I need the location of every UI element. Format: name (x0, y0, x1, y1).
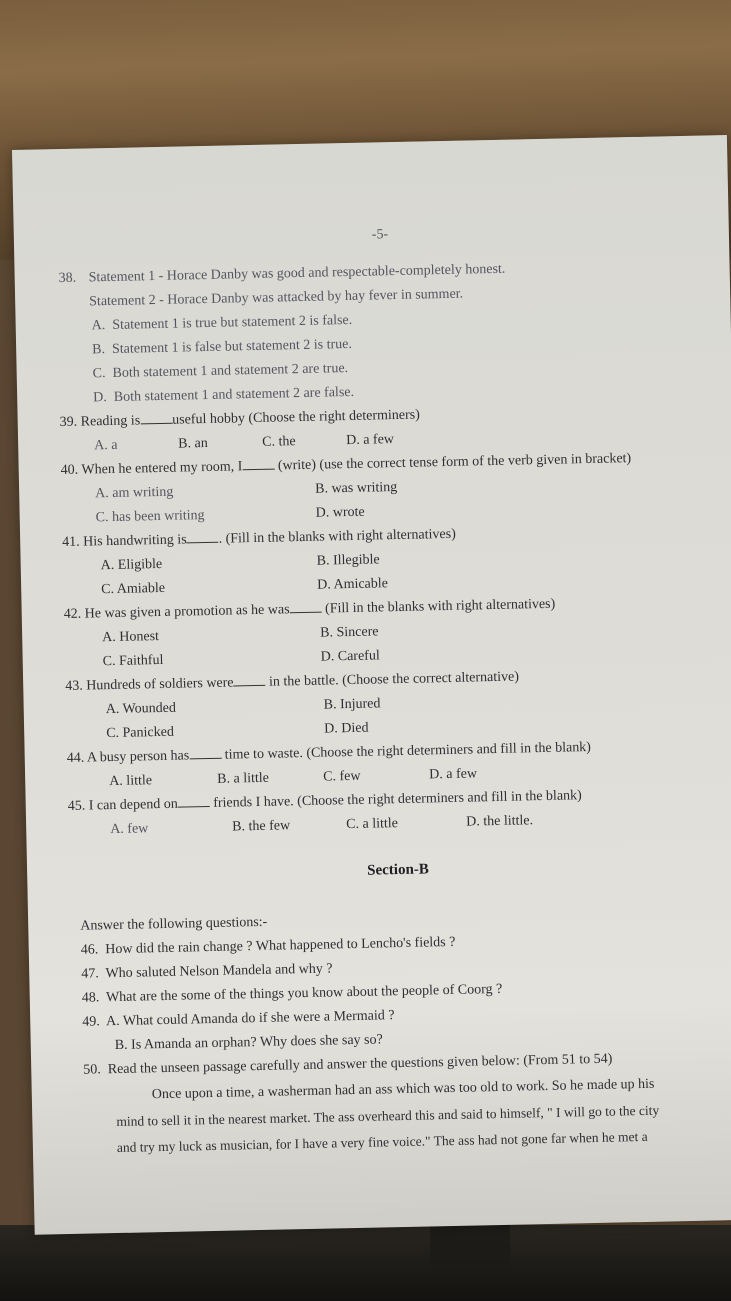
answer-blank (233, 675, 265, 687)
q48: 48. What are the some of the things you know about the people of Coorg ? (81, 981, 503, 1006)
q38-option-c: C. Both statement 1 and statement 2 are true. (92, 361, 349, 382)
q45-question: 45. I can depend on friends I have. (Choose the right determiners and fill in the blank) (67, 788, 582, 814)
q38-option-a: A. Statement 1 is true but statement 2 is false. (91, 312, 353, 334)
q47: 47. Who saluted Nelson Mandela and why ? (81, 961, 333, 982)
answer-blank (187, 532, 219, 544)
q44-option-b: B. a little (217, 770, 270, 787)
q41-option-c: C. Amiable (101, 580, 166, 598)
q40-question: 40. When he entered my room, I (write) (use the correct tense form of the verb given in bracket) (60, 451, 632, 479)
q41-option-b: B. Illegible (316, 552, 380, 569)
answer-blank (189, 748, 221, 760)
q42-question: 42. He was given a promotion as he was (Fill in the blanks with right alternatives) (63, 596, 556, 623)
q39-option-b: B. an (178, 435, 208, 452)
q43-option-a: A. Wounded (105, 700, 177, 718)
answer-blank (289, 602, 321, 614)
page-number: -5- (371, 227, 389, 243)
q38-statement-2: Statement 2 - Horace Danby was attacked by hay fever in summer. (89, 286, 464, 310)
answer-blank (242, 459, 274, 471)
q41-option-a: A. Eligible (100, 556, 163, 574)
q38-number: 38. (58, 270, 77, 287)
q43-question: 43. Hundreds of soldiers were in the battle. (Choose the correct alternative) (65, 669, 520, 695)
q46: 46. How did the rain change ? What happened to Lencho's fields ? (80, 934, 456, 958)
passage-line-3: and try my luck as musician, for I have a very fine voice." The ass had not gone far when he met a (116, 1128, 648, 1156)
q44-option-a: A. little (109, 773, 153, 790)
q41-question: 41. His handwriting is . (Fill in the blanks with right alternatives) (62, 526, 456, 551)
q42-option-b: B. Sincere (320, 624, 379, 641)
section-b-heading: Section-B (367, 861, 429, 879)
section-b-instruction: Answer the following questions:- (80, 914, 268, 934)
answer-blank (140, 413, 172, 425)
answer-blank (178, 796, 210, 808)
q38-option-b: B. Statement 1 is false but statement 2 is true. (92, 336, 353, 358)
q42-option-a: A. Honest (102, 629, 160, 646)
q40-option-d: D. wrote (315, 504, 365, 521)
q45-option-b: B. the few (232, 818, 291, 835)
q39-option-d: D. a few (346, 432, 395, 449)
q49-b: B. Is Amanda an orphan? Why does she say so? (114, 1032, 383, 1054)
q44-option-c: C. few (323, 768, 361, 785)
passage-line-2: mind to sell it in the nearest market. The ass overheard this and said to himself, " I will go to the city (116, 1102, 660, 1130)
q40-option-a: A. am writing (95, 484, 174, 502)
q45-option-d: D. the little. (466, 813, 534, 830)
q41-option-d: D. Amicable (317, 576, 389, 593)
q39-question: 39. Reading is useful hobby (Choose the right determiners) (59, 407, 420, 431)
q38-option-d: D. Both statement 1 and statement 2 are false. (93, 384, 355, 406)
q43-option-d: D. Died (324, 720, 369, 737)
q45-option-a: A. few (110, 821, 149, 838)
q43-option-b: B. Injured (323, 696, 381, 713)
q39-option-c: C. the (262, 434, 296, 450)
q44-option-d: D. a few (429, 766, 478, 783)
q40-option-c: C. has been writing (95, 508, 205, 526)
q38-statement-1: Statement 1 - Horace Danby was good and respectable-completely honest. (88, 261, 506, 286)
q50: 50. Read the unseen passage carefully and answer the questions given below: (From 51 to 54) (83, 1051, 613, 1078)
q40-option-b: B. was writing (315, 480, 398, 497)
q42-option-c: C. Faithful (102, 652, 164, 670)
q44-question: 44. A busy person has time to waste. (Choose the right determiners and fill in the blank) (66, 740, 592, 766)
q43-option-c: C. Panicked (106, 724, 175, 742)
q39-option-a: A. a (94, 437, 118, 454)
q49-a: 49. A. What could Amanda do if she were a Mermaid ? (82, 1008, 395, 1030)
dark-floor-background (0, 1225, 731, 1301)
q45-option-c: C. a little (346, 816, 399, 833)
passage-line-1: Once upon a time, a washerman had an ass which was too old to work. So he made up his (151, 1076, 655, 1103)
q42-option-d: D. Careful (320, 648, 380, 665)
exam-paper-page (12, 135, 731, 1235)
